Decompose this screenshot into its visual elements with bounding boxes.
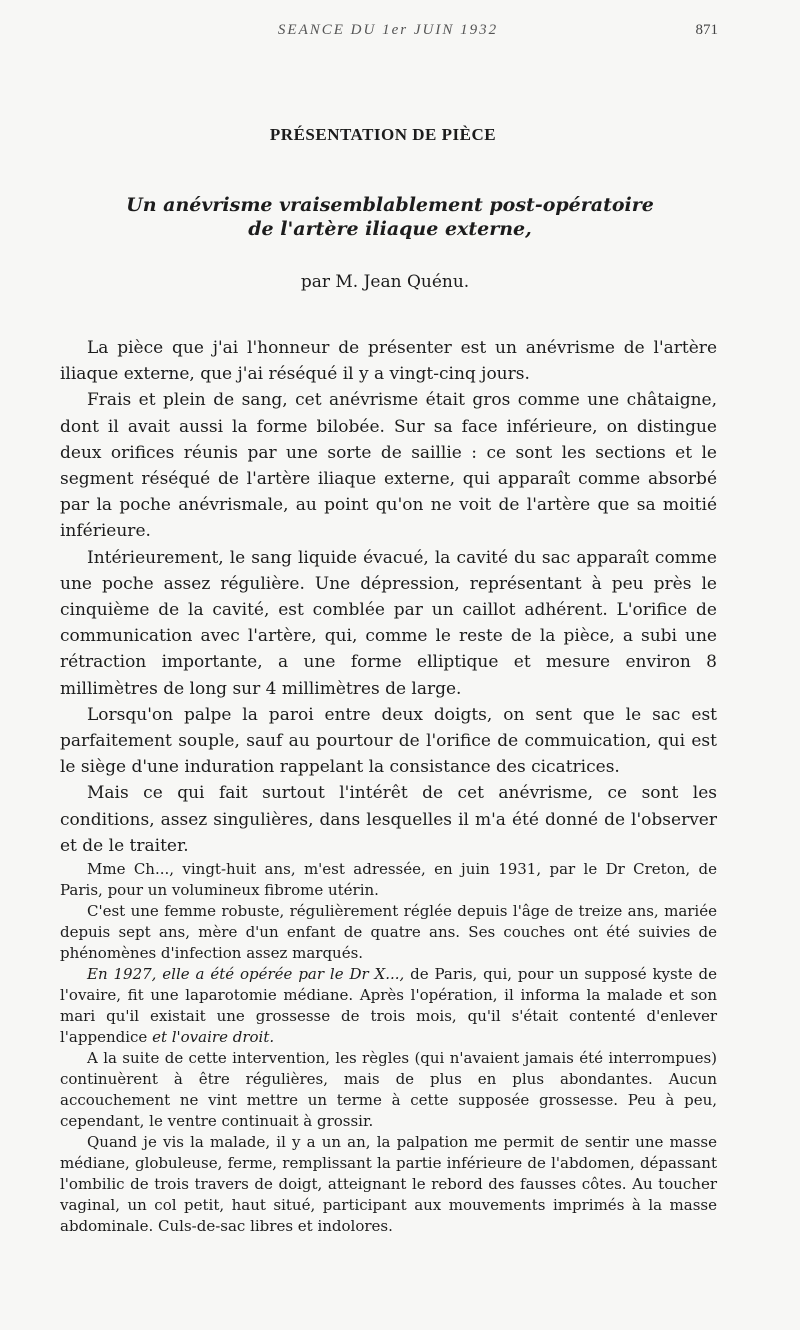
article-title-line-2: de l'artère iliaque externe,	[248, 218, 532, 240]
article-title	[0, 193, 780, 241]
paragraph: La pièce que j'ai l'honneur de présenter est un anévrisme de l'artère iliaque externe, que j'ai réséqué il y a vingt-cinq jours.	[60, 338, 717, 385]
case-paragraph: A la suite de cette intervention, les règles (qui n'avaient jamais été interrompues) continuèrent à être régulières, mais de plus en plus abondantes. Aucun accouchement ne vint mettre un terme à cette supposée grossesse. Peu à peu, cependant, le ventre continuait à grossir.	[60, 1049, 717, 1130]
case-italic-text: et l'ovaire droit.	[152, 1028, 275, 1046]
case-report	[60, 859, 717, 1237]
paragraph: Frais et plein de sang, cet anévrisme était gros comme une châtaigne, dont il avait aussi la forme bilobée. Sur sa face inférieure, on distingue deux orifices réunis par une sorte de saillie : ce sont les sections et le segment réséqué de l'artère iliaque externe, qui apparaît comme absorbé par la poche anévrismale, au point qu'on ne voit de l'artère que sa moitié inférieure.	[60, 390, 717, 542]
page-number: 871	[695, 22, 718, 38]
case-paragraph: Quand je vis la malade, il y a un an, la palpation me permit de sentir une masse médiane, globuleuse, ferme, remplissant la partie inférieure de l'abdomen, dépassant l'ombilic de trois travers de doigt, atteignant le rebord des fausses côtes. Au toucher vaginal, un col petit, haut situé, participant aux mouvements imprimés à la masse abdominale. Culs-de-sac libres et indolores.	[60, 1133, 717, 1235]
case-paragraph	[60, 964, 717, 1048]
main-body	[60, 335, 717, 859]
paragraph: Intérieurement, le sang liquide évacué, la cavité du sac apparaît comme une poche assez régulière. Une dépression, représentant à peu près le cinquième de la cavité, est comblée par un caillot adhérent. L'orifice de communication avec l'artère, qui, comme le reste de la pièce, a subi une rétraction importante, a une forme elliptique et mesure environ 8 millimètres de long sur 4 millimètres de large.	[60, 547, 717, 699]
running-head: SEANCE DU 1er JUIN 1932	[277, 22, 499, 38]
case-italic-text: En 1927, elle a été opérée par le Dr X...,	[87, 965, 405, 983]
paragraph: Lorsqu'on palpe la paroi entre deux doigts, on sent que le sac est parfaitement souple, sauf au pourtour de l'orifice de commuication, qui est le siège d'une induration rappelant la consistance des cicatrices.	[60, 704, 717, 778]
case-text: de Paris, qui, pour un supposé kyste de l'ovaire, fit une laparotomie médiane. Après l'opération, il informa la malade et son mari qu'il existait une grossesse de trois mois, qu'il s'était contenté d'enlever l'appendice	[60, 965, 717, 1046]
article-title-line-1: Un anévrisme vraisemblablement post-opératoire	[126, 194, 654, 216]
byline: par M. Jean Quénu.	[300, 272, 470, 292]
case-paragraph: Mme Ch..., vingt-huit ans, m'est adressée, en juin 1931, par le Dr Creton, de Paris, pour un volumineux fibrome utérin.	[60, 860, 717, 899]
case-paragraph: C'est une femme robuste, régulièrement réglée depuis l'âge de treize ans, mariée depuis sept ans, mère d'un enfant de quatre ans. Ses couches ont été suivies de phénomènes d'infection assez marqués.	[60, 902, 717, 962]
paragraph: Mais ce qui fait surtout l'intérêt de cet anévrisme, ce sont les conditions, assez singulières, dans lesquelles il m'a été donné de l'observer et de le traiter.	[60, 783, 717, 856]
section-title: PRÉSENTATION DE PIÈCE	[269, 125, 497, 144]
